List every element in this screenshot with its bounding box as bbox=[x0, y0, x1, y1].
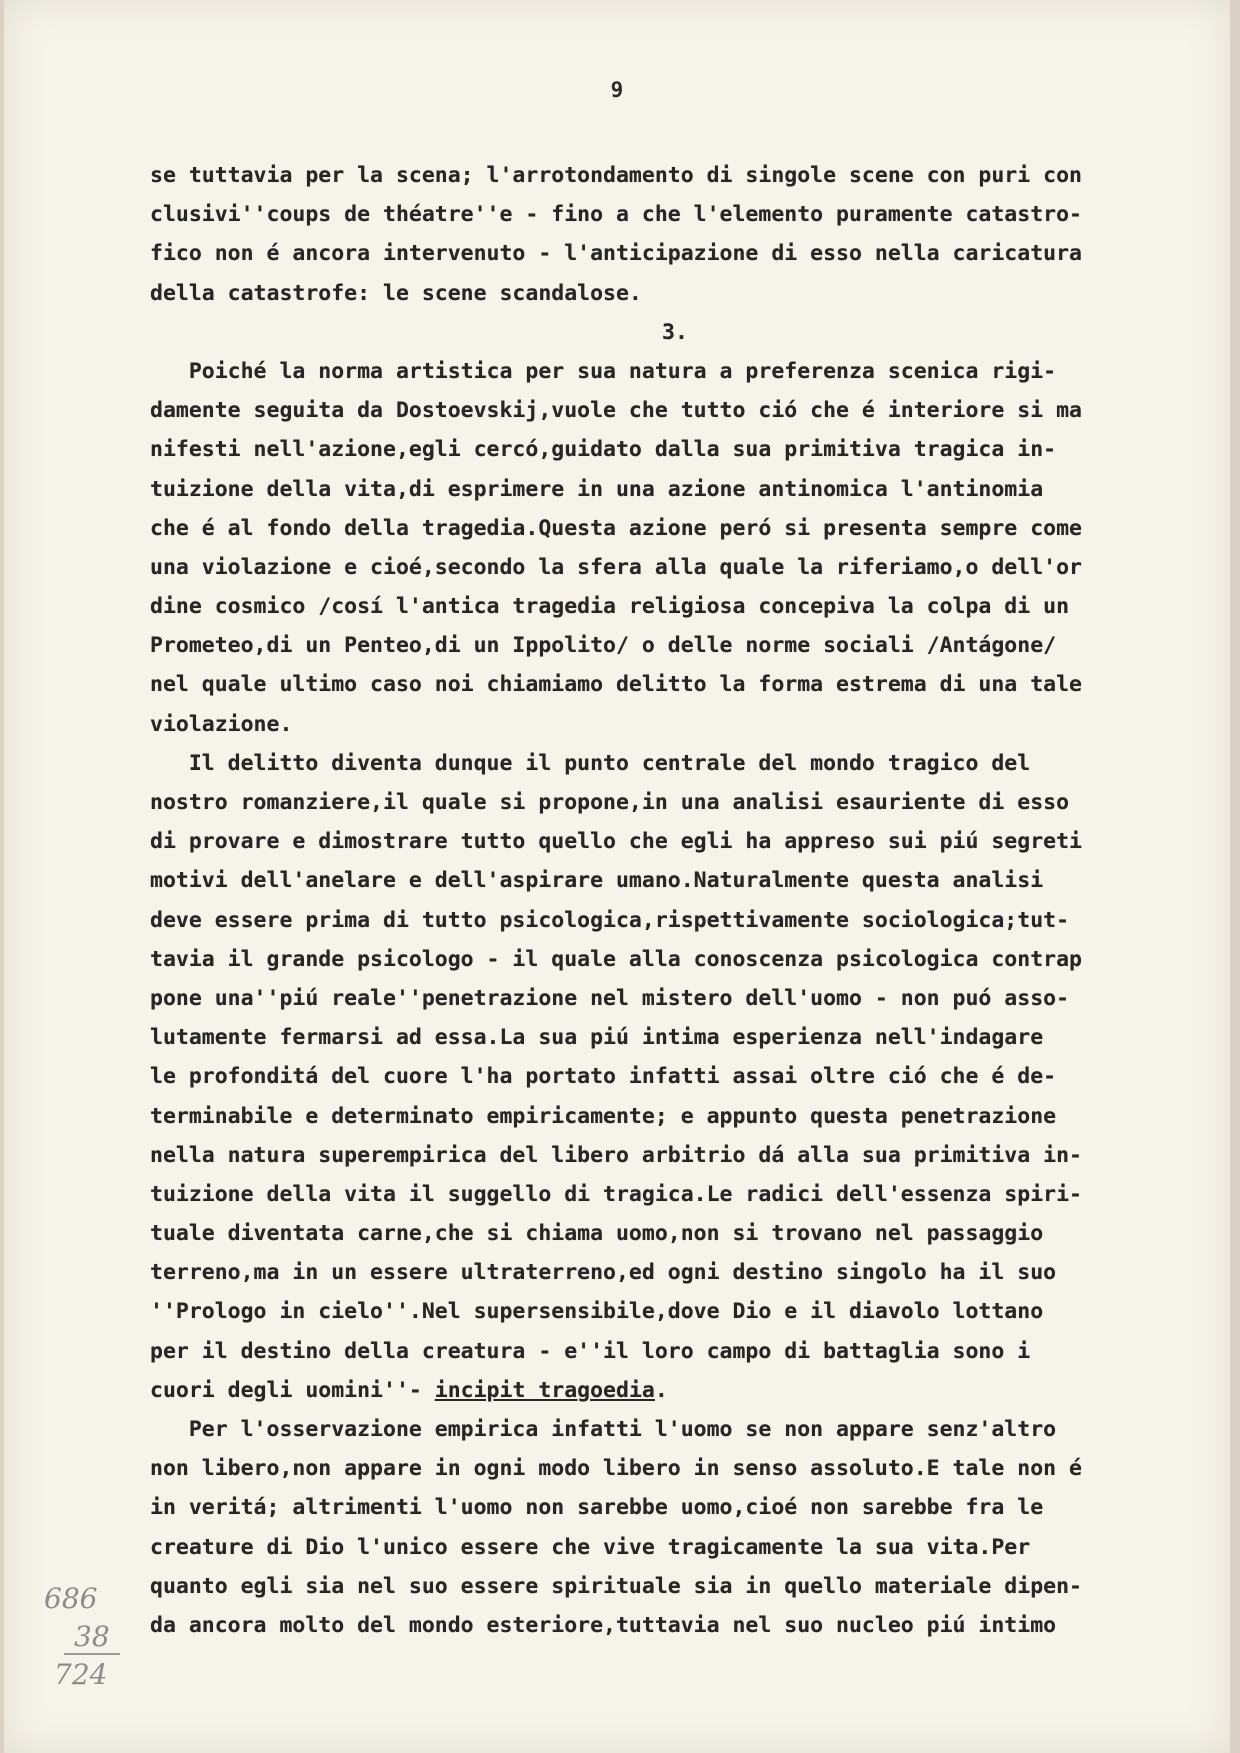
text-line: da ancora molto del mondo esteriore,tuttavia nel suo nucleo piú intimo bbox=[150, 1612, 1057, 1638]
text-line: che é al fondo della tragedia.Questa azione peró si presenta sempre come bbox=[150, 515, 1082, 541]
text-line: creature di Dio l'unico essere che vive tragicamente la sua vita.Per bbox=[150, 1534, 1031, 1560]
text-line: tavia il grande psicologo - il quale alla conoscenza psicologica contrap bbox=[150, 946, 1082, 972]
text-line: se tuttavia per la scena; l'arrotondamento di singole scene con puri con bbox=[150, 163, 1082, 188]
typewritten-page bbox=[4, 0, 1230, 1753]
text-line: clusivi''coups de théatre''e - fino a che l'elemento puramente catastro- bbox=[150, 202, 1082, 228]
margin-note: 686 bbox=[44, 1582, 98, 1615]
text-line: non libero,non appare in ogni modo libero in senso assoluto.E tale non é bbox=[150, 1456, 1082, 1482]
text-line-prefix: cuori degli uomini''- bbox=[150, 1377, 435, 1403]
text-line: Per l'osservazione empirica infatti l'uomo se non appare senz'altro bbox=[150, 1417, 1057, 1442]
margin-note-rule bbox=[64, 1653, 120, 1655]
text-line: dine cosmico /cosí l'antica tragedia religiosa concepiva la colpa di un bbox=[150, 594, 1070, 620]
text-line: lutamente fermarsi ad essa.La sua piú intima esperienza nell'indagare bbox=[150, 1025, 1044, 1051]
text-line: nifesti nell'azione,egli cercó,guidato dalla sua primitiva tragica in- bbox=[150, 437, 1057, 463]
text-line: nostro romanziere,il quale si propone,in una analisi esauriente di esso bbox=[150, 790, 1070, 815]
text-line bbox=[150, 1371, 1200, 1410]
text-line: ''Prologo in cielo''.Nel supersensibile,dove Dio e il diavolo lottano bbox=[150, 1299, 1044, 1325]
text-line: quanto egli sia nel suo essere spirituale sia in quello materiale dipen- bbox=[150, 1573, 1082, 1599]
text-line: della catastrofe: le scene scandalose. bbox=[150, 280, 642, 306]
text-line: Prometeo,di un Penteo,di un Ippolito/ o delle norme sociali /Antágone/ bbox=[150, 633, 1057, 659]
text-line: tuizione della vita,di esprimere in una azione antinomica l'antinomia bbox=[150, 476, 1044, 502]
text-line: terminabile e determinato empiricamente; e appunto questa penetrazione bbox=[150, 1103, 1057, 1129]
page-number: 9 bbox=[610, 78, 624, 102]
text-line: Il delitto diventa dunque il punto centrale del mondo tragico del bbox=[150, 750, 1031, 776]
text-line: le profonditá del cuore l'ha portato infatti assai oltre ció che é de- bbox=[150, 1064, 1057, 1090]
text-line: fico non é ancora intervenuto - l'anticipazione di esso nella caricatura bbox=[150, 241, 1082, 267]
margin-note: 38 bbox=[74, 1620, 110, 1653]
text-line: nella natura superempirica del libero arbitrio dá alla sua primitiva in- bbox=[150, 1142, 1082, 1168]
text-line: terreno,ma in un essere ultraterreno,ed ogni destino singolo ha il suo bbox=[150, 1260, 1057, 1286]
text-line-suffix: . bbox=[654, 1377, 668, 1403]
text-line: deve essere prima di tutto psicologica,rispettivamente sociologica;tut- bbox=[150, 907, 1070, 933]
text-line: tuizione della vita il suggello di tragica.Le radici dell'essenza spiri- bbox=[150, 1181, 1082, 1207]
text-line: di provare e dimostrare tutto quello che egli ha appreso sui piú segreti bbox=[150, 829, 1082, 855]
underlined-phrase: incipit tragoedia bbox=[434, 1377, 655, 1403]
text-line: una violazione e cioé,secondo la sfera alla quale la riferiamo,o dell'or bbox=[150, 554, 1082, 580]
text-line: pone una''piú reale''penetrazione nel mistero dell'uomo - non puó asso- bbox=[150, 985, 1070, 1011]
handwritten-margin-notes bbox=[44, 1580, 110, 1694]
text-line: violazione. bbox=[150, 711, 293, 737]
text-line: per il destino della creatura - e''il loro campo di battaglia sono i bbox=[150, 1338, 1031, 1364]
text-line: Poiché la norma artistica per sua natura a preferenza scenica rigi- bbox=[150, 358, 1057, 384]
body-text bbox=[150, 156, 1200, 1645]
text-line: tuale diventata carne,che si chiama uomo,non si trovano nel passaggio bbox=[150, 1221, 1044, 1247]
text-line: in veritá; altrimenti l'uomo non sarebbe uomo,cioé non sarebbe fra le bbox=[150, 1495, 1044, 1521]
text-line: nel quale ultimo caso noi chiamiamo delitto la forma estrema di una tale bbox=[150, 672, 1082, 698]
margin-note: 724 bbox=[54, 1658, 108, 1691]
text-line: motivi dell'anelare e dell'aspirare umano.Naturalmente questa analisi bbox=[150, 868, 1044, 894]
text-line: damente seguita da Dostoevskij,vuole che tutto ció che é interiore si ma bbox=[150, 398, 1082, 424]
section-number: 3. bbox=[662, 319, 688, 345]
